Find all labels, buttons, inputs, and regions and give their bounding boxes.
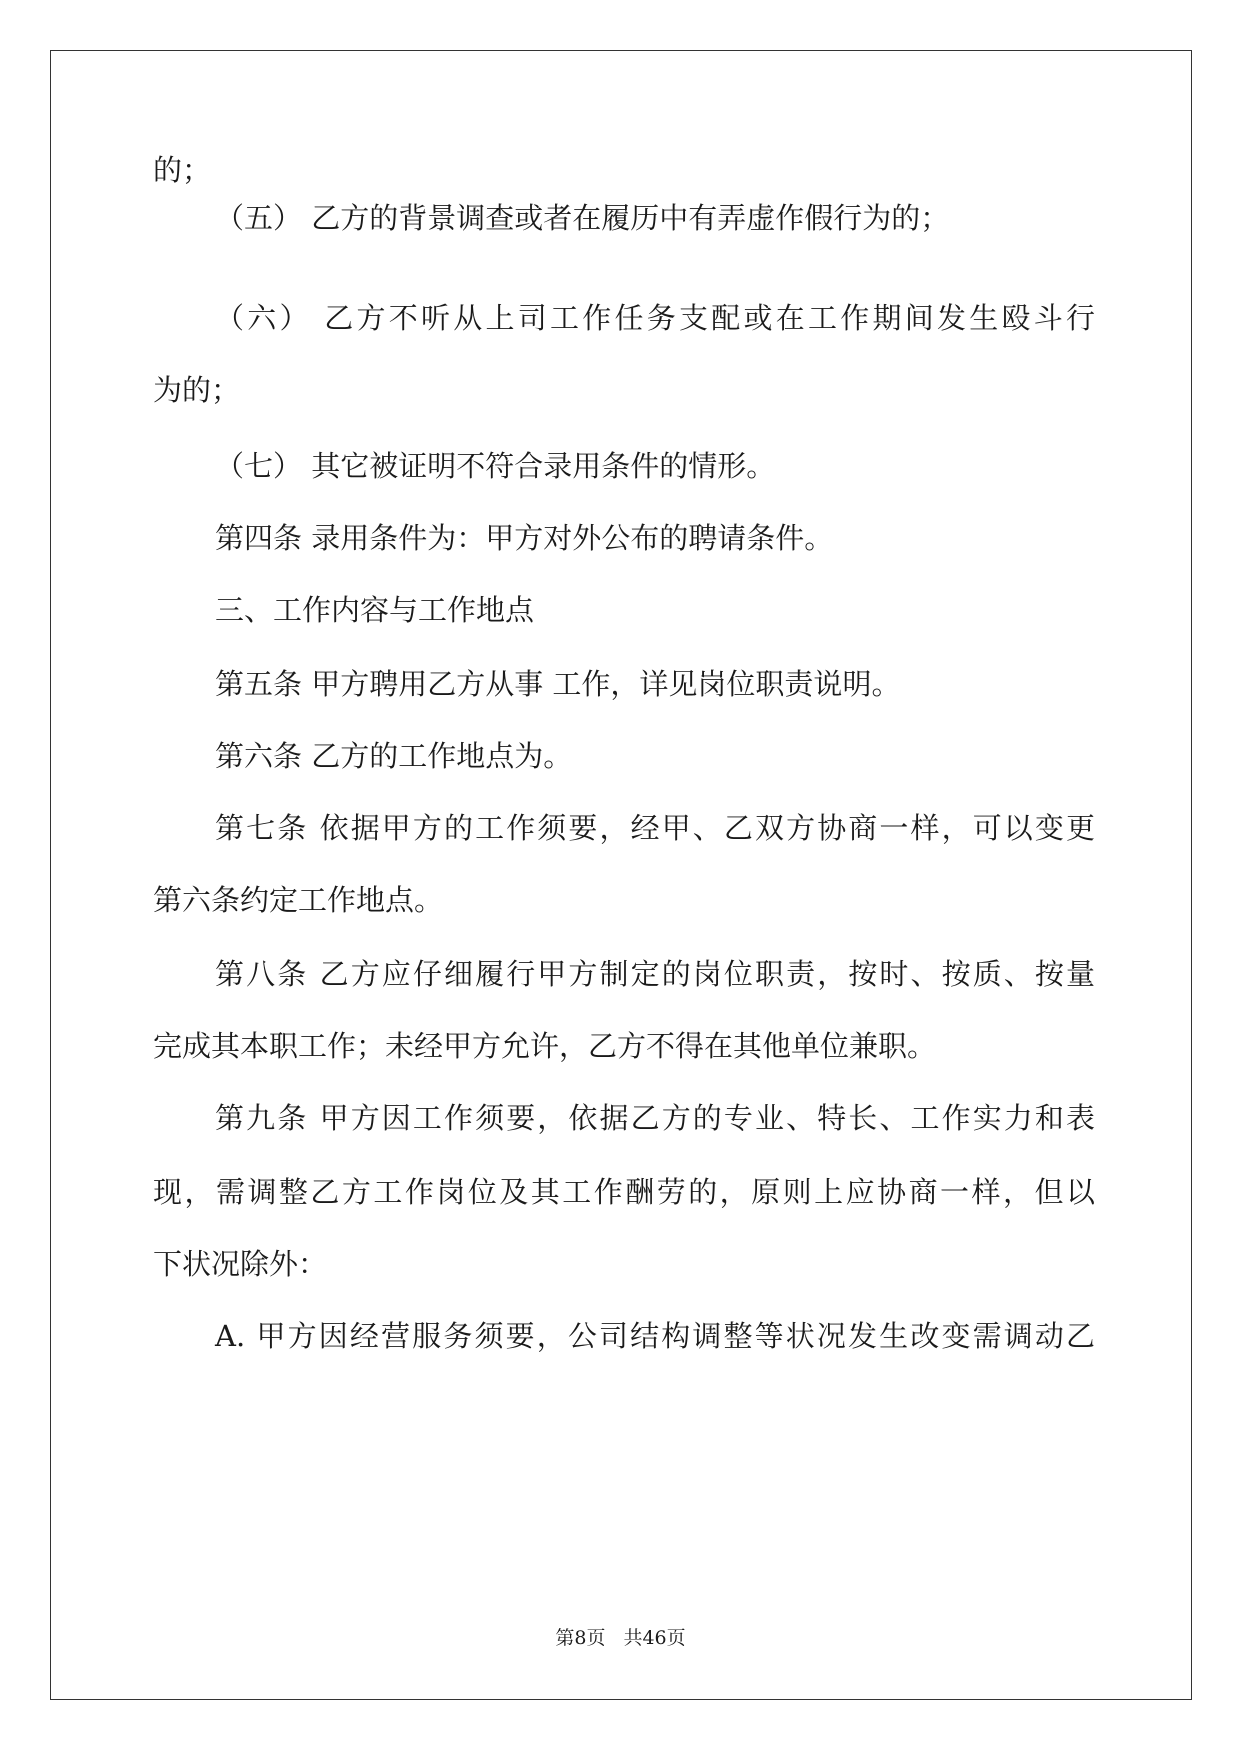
section-heading: 三、工作内容与工作地点 [215, 593, 535, 627]
text-line: （七） 其它被证明不符合录用条件的情形。 [215, 449, 776, 483]
page-number: 第8页 [555, 1627, 606, 1649]
text-line: 第五条 甲方聘用乙方从事 工作，详见岗位职责说明。 [215, 667, 901, 701]
text-line: 完成其本职工作；未经甲方允许，乙方不得在其他单位兼职。 [153, 1029, 937, 1063]
text-line: 第九条 甲方因工作须要，依据乙方的专业、特长、工作实力和表 [215, 1101, 1095, 1135]
text-line: 第六条 乙方的工作地点为。 [215, 739, 573, 773]
text-line: 为的； [153, 373, 241, 407]
text-line: 下状况除外： [153, 1247, 328, 1281]
text-line: 第六条约定工作地点。 [153, 883, 444, 917]
text-line: 第七条 依据甲方的工作须要，经甲、乙双方协商一样，可以变更 [215, 811, 1095, 845]
page-footer [0, 1626, 1241, 1650]
text-line: 的； [153, 153, 212, 187]
text-line: 现，需调整乙方工作岗位及其工作酬劳的，原则上应协商一样，但以 [153, 1175, 1095, 1209]
text-line: （五） 乙方的背景调查或者在履历中有弄虚作假行为的； [215, 201, 950, 235]
text-line: A. 甲方因经营服务须要，公司结构调整等状况发生改变需调动乙 [215, 1319, 1095, 1353]
text-line: （六） 乙方不听从上司工作任务支配或在工作期间发生殴斗行 [215, 301, 1095, 335]
text-line: 第四条 录用条件为：甲方对外公布的聘请条件。 [215, 521, 834, 555]
text-line: 第八条 乙方应仔细履行甲方制定的岗位职责，按时、按质、按量 [215, 957, 1095, 991]
total-pages: 共46页 [623, 1627, 686, 1649]
